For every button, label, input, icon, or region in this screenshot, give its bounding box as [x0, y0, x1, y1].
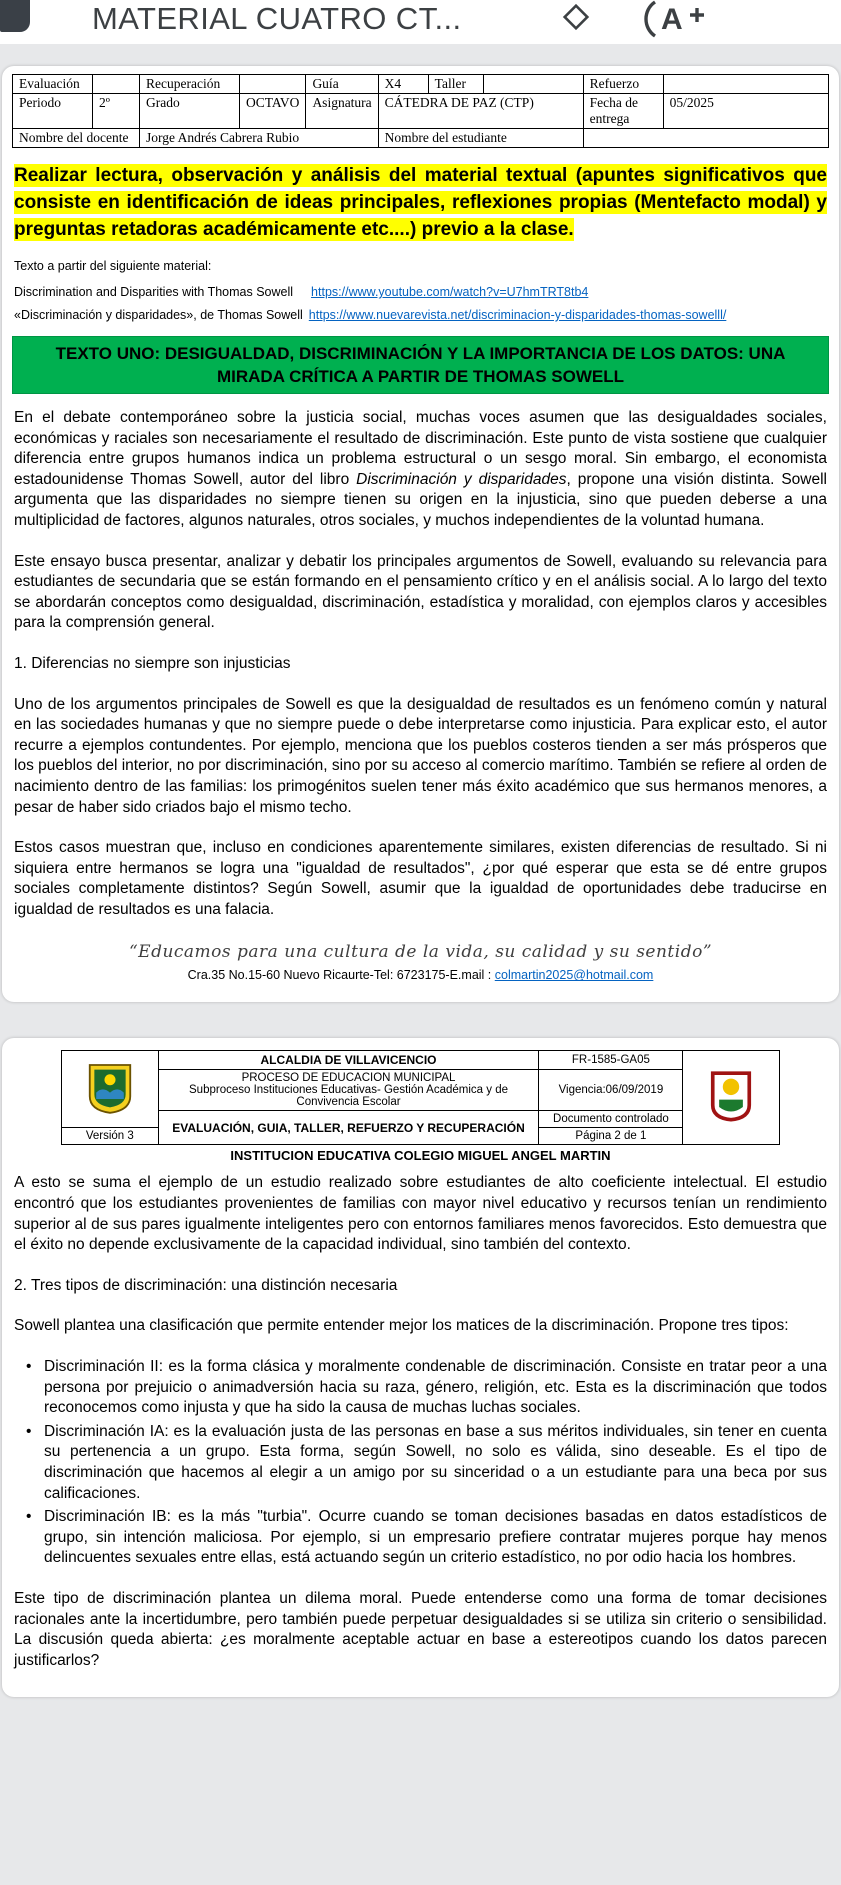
paragraph-5: A esto se suma el ejemplo de un estudio realizado sobre estudiantes de alto coeficiente intelectual. El estudio encontró que los estudiantes provenientes de familias con mayor nivel educativo y recursos tenían un rendimiento superior al de sus pares igualmente inteligentes pero con entornos familiares menos favorecidos. Esto demuestra que el éxito no depende exclusivamente de la capacidad individual, sino también del contexto. — [14, 1174, 827, 1254]
cell-fecha-label: Fecha de entrega — [583, 94, 663, 129]
assignment-instructions — [14, 162, 827, 243]
paragraph-2: Este ensayo busca presentar, analizar y debatir los principales argumentos de Sowell, evaluando su relevancia para estudiantes de secundaria que se están formando en el pensamiento crítico y en el análisis social. A lo largo del texto se abordarán conceptos como desigualdad, discriminación, estadística y moralidad, con ejemplos claros y accesibles para la comprensión general. — [14, 552, 827, 632]
cell-docente-label: Nombre del docente — [13, 129, 140, 148]
youtube-link[interactable]: https://www.youtube.com/watch?v=U7hmTRT8tb4 — [311, 285, 589, 299]
table-row — [13, 94, 829, 129]
cell-periodo-label: Periodo — [13, 94, 93, 129]
add-text-icon[interactable] — [639, 0, 711, 38]
app-icon[interactable] — [0, 0, 30, 32]
header-codigo: FR-1585-GA05 — [539, 1051, 683, 1070]
source-label: «Discriminación y disparidades», de Thomas Sowell — [14, 308, 303, 322]
table-row — [13, 129, 829, 148]
paragraph-6: Sowell plantea una clasificación que permite entender mejor los matices de la discriminación. Propone tres tipos: — [14, 1317, 789, 1335]
svg-text:A: A — [661, 3, 683, 36]
page-1 — [2, 66, 839, 1002]
list-item-discriminacion-ib: • Discriminación IB: es la más "turbia". Ocurre cuando se toman decisiones basadas en datos estadísticos de grupo, sin intención maliciosa. Por ejemplo, si un empresario prefiere contratar mujeres porque hay menos delincuentes sexuales entre ellas, está actuando según un criterio estadístico, no por odio hacia los hombres. — [14, 1507, 827, 1569]
diamond-icon[interactable] — [559, 0, 593, 38]
paragraph-text: En el debate contemporáneo sobre la justicia social, muchas voces asumen que las desigualdades sociales, económicas y raciales son necesariamente el resultado de discriminación. Este punto de vista sostiene que cualquier diferencia entre grupos humanos indica un problema estructural o un sesgo moral. Sin embargo, el economista estadounidense Thomas Sowell, autor del libro — [14, 409, 827, 488]
cell-refuerzo: Refuerzo — [583, 75, 663, 94]
article-link[interactable]: https://www.nuevarevista.net/discriminacion-y-disparidades-thomas-sowelll/ — [308, 308, 727, 322]
cell-empty — [240, 75, 306, 94]
institutional-header-table — [61, 1050, 780, 1145]
cell-docente-value: Jorge Andrés Cabrera Rubio — [140, 129, 379, 148]
page-footer — [12, 942, 829, 982]
discrimination-types-list — [14, 1357, 827, 1569]
cell-taller: Taller — [428, 75, 483, 94]
cell-guia: Guía — [306, 75, 378, 94]
paragraph-4: Estos casos muestran que, incluso en condiciones aparentemente similares, existen diferencias de resultado. Si ni siquiera entre hermanos se logra una "igualdad de resultados", ¿por qué esperar que esta se dé entre grupos sociales completamente distintos? Según Sowell, asumir que la igualdad de oportunidades debe traducirse en igualdad de resultados es una falacia. — [14, 839, 827, 918]
table-row — [62, 1070, 780, 1111]
header-subproceso: Subproceso Instituciones Educativas- Gestión Académica y de Convivencia Escolar — [189, 1084, 508, 1109]
cell-grado-label: Grado — [140, 94, 240, 129]
cell-recuperacion: Recuperación — [140, 75, 240, 94]
cell-empty — [483, 75, 583, 94]
header-doc-title: EVALUACIÓN, GUIA, TALLER, REFUERZO Y RECUPERACIÓN — [158, 1111, 539, 1145]
institution-name: INSTITUCION EDUCATIVA COLEGIO MIGUEL ANGEL MARTIN — [230, 1148, 611, 1164]
list-item-discriminacion-ia: • Discriminación IA: es la evaluación justa de las personas en base a sus méritos individuales, sin tener en cuenta su pertenencia a un grupo. Esta forma, según Sowell, no solo es válida, sino deseable. Es el tipo de discriminación que hacemos al elegir a un amigo por su sinceridad o a un estudiante para una beca por sus calificaciones. — [14, 1422, 827, 1504]
paragraph-3: Uno de los argumentos principales de Sowell es que la desigualdad de resultados es un fenómeno común y natural en las sociedades humanas y que no siempre puede o debe interpretarse como injusticia. Para explicar esto, el autor recurre a ejemplos contundentes. Por ejemplo, menciona que los pueblos costeros tienden a ser más prósperos que los pueblos del interior, no por discriminación, sino por su acceso al comercio marítimo. También se refiere al orden de nacimiento dentro de las familias: los primogénitos suelen tener más éxito académico que sus hermanos menores, a pesar de haber sido criados bajo el mismo techo. — [14, 695, 828, 816]
cell-estudiante-label: Nombre del estudiante — [378, 129, 583, 148]
city-logo-cell — [62, 1051, 159, 1128]
header-proceso: PROCESO DE EDUCACION MUNICIPAL — [241, 1072, 456, 1085]
cell-grado-value: OCTAVO — [240, 94, 306, 129]
table-row — [62, 1051, 780, 1070]
villavicencio-crest-icon — [87, 1061, 133, 1115]
paragraph-text: , propone una visión distinta. Sowell argumenta que las disparidades no siempre tienen su origen en la injusticia, sino que pueden deberse a una multiplicidad de factores, algunos naturales, otros sociales, y muchos independientes de la voluntad humana. — [14, 470, 828, 529]
material-intro: Texto a partir del siguiente material: — [14, 259, 212, 273]
table-row — [13, 75, 829, 94]
source-label: Discrimination and Disparities with Thomas Sowell — [14, 285, 294, 299]
page-2 — [2, 1038, 839, 1697]
heading-1: 1. Diferencias no siempre son injusticias — [14, 654, 291, 672]
school-address — [12, 968, 829, 982]
book-title-italic: Discriminación y disparidades — [356, 470, 567, 488]
highlighted-text: Realizar lectura, observación y análisis del material textual (apuntes significativos que consiste en identificación de ideas principales, reflexiones propias (Mentefacto modal) y preguntas retadoras académicamente etc....) previo a la clase. — [14, 165, 827, 240]
cell-periodo-value: 2º — [93, 94, 140, 129]
app-bar — [0, 0, 841, 44]
header-vigencia: Vigencia:06/09/2019 — [539, 1070, 683, 1111]
cell-empty — [663, 75, 828, 94]
table-row — [62, 1111, 780, 1128]
cell-x4: X4 — [378, 75, 428, 94]
info-table — [12, 74, 829, 148]
school-logo-cell — [683, 1051, 780, 1145]
cell-asignatura-label: Asignatura — [306, 94, 378, 129]
school-motto: “Educamos para una cultura de la vida, su calidad y su sentido” — [128, 942, 713, 963]
source-line-2 — [14, 308, 827, 322]
header-proceso-cell — [158, 1070, 539, 1111]
school-crest-icon — [710, 1069, 752, 1123]
cell-asignatura-value: CÁTEDRA DE PAZ (CTP) — [378, 94, 583, 129]
source-line-1 — [14, 285, 827, 299]
header-alcaldia: ALCALDIA DE VILLAVICENCIO — [158, 1051, 539, 1070]
cell-empty — [93, 75, 140, 94]
cell-empty — [583, 129, 828, 148]
header-doc-controlado: Documento controlado — [539, 1111, 683, 1128]
appbar-actions — [559, 0, 711, 38]
paragraph-7: Este tipo de discriminación plantea un dilema moral. Puede entenderse como una forma de tomar decisiones racionales ante la incertidumbre, pero también puede perpetuar desigualdades si se utiliza sin criterio o sensibilidad. La discusión queda abierta: ¿es moralmente aceptable actuar en base a estereotipos cuando los datos parecen justificarlos? — [14, 1589, 827, 1669]
document-title: MATERIAL CUATRO CT... — [92, 1, 462, 36]
heading-2: 2. Tres tipos de discriminación: una distinción necesaria — [14, 1276, 398, 1294]
header-version: Versión 3 — [62, 1128, 159, 1145]
document-viewer — [0, 44, 841, 1697]
email-link[interactable]: colmartin2025@hotmail.com — [494, 968, 654, 983]
cell-fecha-value: 05/2025 — [663, 94, 828, 129]
paragraph-1 — [14, 408, 827, 532]
cell-evaluacion: Evaluación — [13, 75, 93, 94]
list-item-discriminacion-ii: • Discriminación II: es la forma clásica y moralmente condenable de discriminación. Consiste en tratar peor a una persona por prejuicio o animadversión hacia su raza, género, religión, etc. Esta es la discriminación que todos reconocemos como injusta y que ha sido la causa de muchas luchas sociales. — [14, 1357, 827, 1419]
address-text: Cra.35 No.15-60 Nuevo Ricaurte-Tel: 6723175-E.mail : — [187, 968, 495, 983]
header-pagina: Página 2 de 1 — [539, 1128, 683, 1145]
section-title-banner: TEXTO UNO: DESIGUALDAD, DISCRIMINACIÓN Y LA IMPORTANCIA DE LOS DATOS: UNA MIRADA CRÍTICA A PARTIR DE THOMAS SOWELL — [12, 336, 829, 394]
